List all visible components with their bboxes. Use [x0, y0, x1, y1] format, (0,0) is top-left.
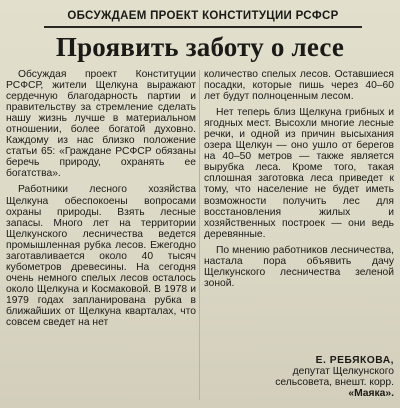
- headline: Проявить заботу о лесе: [55, 32, 345, 62]
- left-paragraph-2: Работники лесного хозяйства Щелкуна обеспокоены вопросами охраны природы. Взять лесные запасы. Много лет на территории Щелкунского лесничества ведется промышленная рубка лесов. Ежегодно заготавливается около 40 тысяч кубометров древесины. На сегодня очень немного спелых лесов осталось около Щелкуна и Космаковой. В 1978 и 1979 годах запланирована рубка в ближайших от Щелкуна кварталах, что совсем сведет на нет: [6, 184, 196, 329]
- author-title-line-2: сельсовета, внешт. корр.: [275, 377, 394, 389]
- left-column: [6, 69, 196, 328]
- author-title-line-3: «Маяка».: [348, 388, 394, 400]
- right-paragraph-3: По мнению работников лесничества, настала пора объявить дачу Щелкунского лесничества зеленой зоной.: [204, 244, 394, 289]
- author-signature: [204, 355, 394, 399]
- column-divider: [199, 70, 200, 400]
- author-name: Е. РЕБЯКОВА,: [315, 355, 394, 366]
- left-paragraph-1: Обсуждая проект Конституции РСФСР, жители Щелкуна выражают сердечную благодарность партии и правительству за стремление сделать нашу жизнь лучше в материальном отношении, более богатой духовно. Каждому из нас близко положение статьи 65: «Граждане РСФСР обязаны беречь природу, охранять ее богатства».: [6, 69, 196, 180]
- author-title-line-1: депутат Щелкунского: [292, 366, 394, 378]
- right-column: [204, 69, 394, 289]
- right-paragraph-2: Нет теперь близ Щелкуна грибных и ягодных мест. Высохли многие лесные речки, и одной из причин высыхания озера Щелкун — оно ушло от берегов на 40–50 метров — также является вырубка леса. Кроме того, такая сплошная заготовка леса приведет к тому, что население не будет иметь возможности получить лес для восстановления жилых и хозяйственных построек — они ведь деревянные.: [204, 107, 394, 240]
- section-banner: ОБСУЖДАЕМ ПРОЕКТ КОНСТИТУЦИИ РСФСР: [44, 8, 362, 28]
- right-paragraph-1: количество спелых лесов. Оставшиеся посадки, которые пишь через 40–60 лет будут полноценным лесом.: [204, 69, 394, 103]
